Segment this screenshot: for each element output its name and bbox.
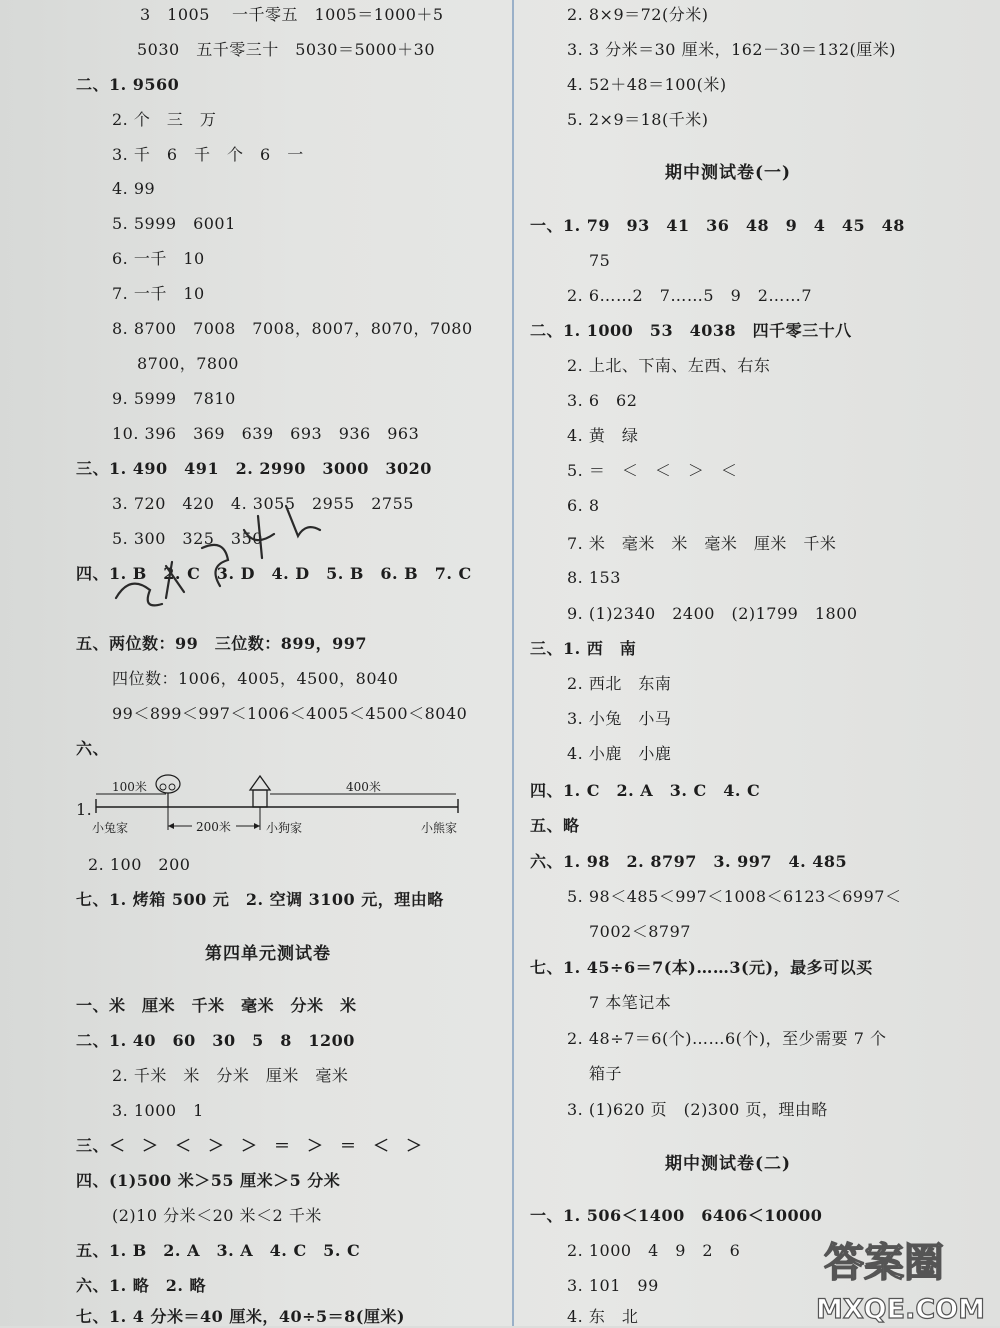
answer-line: 8700，7800	[137, 354, 239, 373]
answer-line: 3. (1)620 页 (2)300 页，理由略	[567, 1100, 828, 1119]
answer-line: 7. 米 毫米 米 毫米 厘米 千米	[567, 534, 837, 553]
answer-line: 3. 101 99	[567, 1276, 659, 1295]
bear-home-label: 小熊家	[421, 821, 458, 835]
answer-line: 七、1. 4 分米＝40 厘米，40÷5＝8(厘米)	[76, 1307, 405, 1326]
answer-line: 4. 黄 绿	[567, 426, 639, 445]
answer-line: 五、1. B 2. A 3. A 4. C 5. C	[76, 1241, 361, 1260]
answer-line: 二、1. 9560	[76, 75, 180, 94]
answer-line: 2. 上北、下南、左西、右东	[567, 356, 771, 375]
answer-line: 7 本笔记本	[589, 993, 672, 1012]
answer-line: 3. 720 420 4. 3055 2955 2755	[112, 494, 414, 513]
answer-line: (2)10 分米＜20 米＜2 千米	[112, 1206, 322, 1225]
answer-line: 6. 8	[567, 496, 600, 515]
answer-line: 2. 6……2 7……5 9 2……7	[567, 286, 813, 305]
answer-line: 4. 东 北	[567, 1307, 639, 1326]
answer-line: 2. 西北 东南	[567, 674, 672, 693]
label-400m: 400米	[346, 780, 381, 794]
answer-line: 2. 个 三 万	[112, 110, 217, 129]
answer-line: 四、(1)500 米＞55 厘米＞5 分米	[76, 1171, 341, 1190]
answer-line: 六、1. 98 2. 8797 3. 997 4. 485	[530, 852, 848, 871]
label-100m: 100米	[112, 780, 147, 794]
section-title: 期中测试卷(二)	[665, 1154, 792, 1174]
answer-line: 六、	[76, 739, 110, 758]
answer-line: 4. 小鹿 小鹿	[567, 744, 672, 763]
answer-line: 2. 48÷7＝6(个)……6(个)，至少需要 7 个	[567, 1029, 887, 1048]
answer-line: 8. 8700 7008 7008，8007，8070，7080	[112, 319, 473, 338]
answer-line: 一、1. 506＜1400 6406＜10000	[530, 1206, 823, 1225]
tree-icon	[156, 775, 180, 807]
answer-line: 三、1. 490 491 2. 2990 3000 3020	[76, 459, 432, 478]
answer-line: 5. ＝ ＜ ＜ ＞ ＜	[567, 461, 738, 480]
answer-line: 箱子	[589, 1064, 623, 1083]
answer-line: 三、1. 西 南	[530, 639, 637, 658]
answer-line: 一、米 厘米 千米 毫米 分米 米	[76, 996, 357, 1015]
watermark-url: MXQE.COM	[816, 1294, 985, 1325]
watermark-logo: 答案圈	[824, 1240, 944, 1286]
answer-line: 2. 1000 4 9 2 6	[567, 1241, 741, 1260]
house-icon	[250, 776, 270, 807]
section-title: 期中测试卷(一)	[665, 163, 792, 183]
answer-line: 5. 300 325 350	[112, 529, 263, 548]
site-watermark	[810, 1232, 1000, 1326]
answer-line: 3. 千 6 千 个 6 一	[112, 145, 304, 164]
distance-diagram	[88, 770, 478, 840]
answer-line: 一、1. 79 93 41 36 48 9 4 45 48	[530, 216, 905, 235]
answer-line: 7002＜8797	[589, 922, 691, 941]
column-divider	[512, 0, 514, 1326]
answer-line: 9. 5999 7810	[112, 389, 236, 408]
answer-line: 三、＜ ＞ ＜ ＞ ＞ ＝ ＞ ＝ ＜ ＞	[76, 1136, 423, 1155]
answer-line: 3. 6 62	[567, 391, 638, 410]
answer-line: 七、1. 45÷6＝7(本)……3(元)，最多可以买	[530, 958, 873, 977]
answer-line: 2. 100 200	[88, 855, 191, 874]
answer-line: 5. 5999 6001	[112, 214, 236, 233]
answer-line: 5. 2×9＝18(千米)	[567, 110, 709, 129]
answer-line: 8. 153	[567, 568, 621, 587]
answer-line: 五、两位数：99 三位数：899，997	[76, 634, 368, 653]
answer-line: 3. 3 分米＝30 厘米，162－30＝132(厘米)	[567, 40, 896, 59]
answer-line: 6. 一千 10	[112, 249, 205, 268]
answer-line: 9. (1)2340 2400 (2)1799 1800	[567, 604, 858, 623]
answer-line: 2. 千米 米 分米 厘米 毫米	[112, 1066, 349, 1085]
answer-line: 3. 1000 1	[112, 1101, 204, 1120]
answer-line: 六、1. 略 2. 略	[76, 1276, 207, 1295]
answer-line: 七、1. 烤箱 500 元 2. 空调 3100 元，理由略	[76, 890, 444, 909]
answer-line: 四位数：1006，4005，4500，8040	[112, 669, 399, 688]
answer-line: 4. 52＋48＝100(米)	[567, 75, 727, 94]
answer-line: 75	[589, 251, 611, 270]
section-title: 第四单元测试卷	[205, 944, 331, 964]
answer-line: 1.	[76, 800, 93, 819]
answer-line: 4. 99	[112, 179, 156, 198]
answer-line: 四、1. B 2. C 3. D 4. D 5. B 6. B 7. C	[76, 564, 472, 583]
answer-line: 7. 一千 10	[112, 284, 205, 303]
answer-line: 2. 8×9＝72(分米)	[567, 5, 709, 24]
handwriting-scribble	[98, 478, 328, 628]
dog-home-label: 小狗家	[266, 821, 303, 835]
answer-line: 5030 五千零三十 5030＝5000＋30	[137, 40, 436, 59]
rabbit-home-label: 小兔家	[92, 821, 129, 835]
answer-line: 二、1. 40 60 30 5 8 1200	[76, 1031, 355, 1050]
answer-line: 3. 小兔 小马	[567, 709, 672, 728]
answer-line: 五、略	[530, 816, 580, 835]
answer-line: 10. 396 369 639 693 936 963	[112, 424, 420, 443]
answer-line: 四、1. C 2. A 3. C 4. C	[530, 781, 761, 800]
answer-line: 99＜899＜997＜1006＜4005＜4500＜8040	[112, 704, 468, 723]
answer-line: 5. 98＜485＜997＜1008＜6123＜6997＜	[567, 887, 902, 906]
answer-line: 3 1005 一千零五 1005＝1000＋5	[140, 5, 444, 24]
label-200m: 200米	[196, 820, 231, 834]
answer-line: 二、1. 1000 53 4038 四千零三十八	[530, 321, 852, 340]
